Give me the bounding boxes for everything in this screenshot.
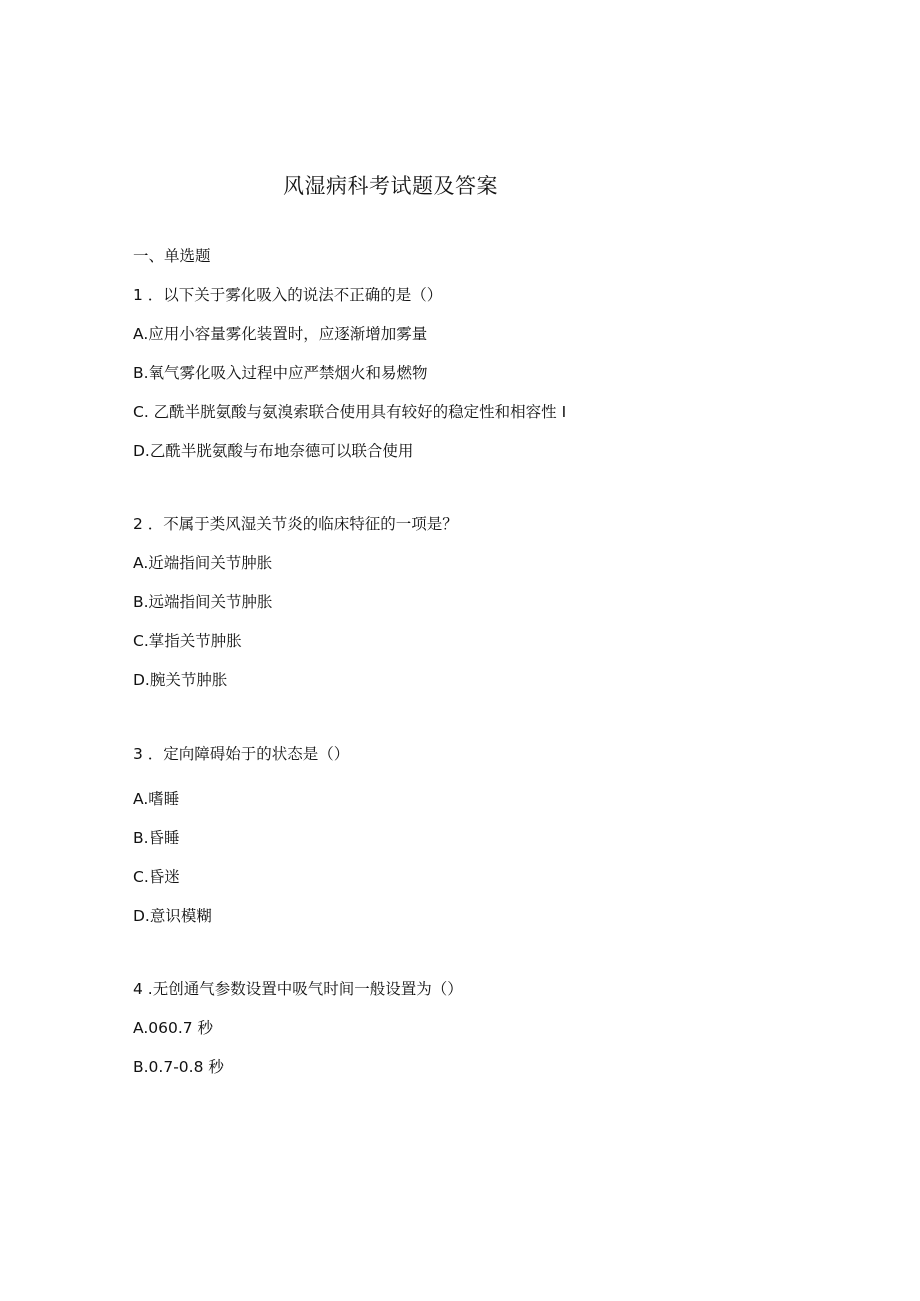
- option-d: D.乙酰半胱氨酸与布地奈德可以联合使用: [133, 442, 414, 460]
- option-d: D.腕关节肿胀: [133, 671, 228, 689]
- section-heading: 一、单选题: [133, 247, 211, 265]
- option-c: C.掌指关节肿胀: [133, 632, 242, 650]
- option-d: D.意识模糊: [133, 907, 212, 925]
- option-a: A.近端指间关节肿胀: [133, 554, 273, 572]
- question-stem: 1 ．以下关于雾化吸入的说法不正确的是（）: [133, 286, 443, 304]
- page-title: 风湿病科考试题及答案: [283, 174, 498, 198]
- option-b: B.氧气雾化吸入过程中应严禁烟火和易燃物: [133, 364, 428, 382]
- option-b: B.远端指间关节肿胀: [133, 593, 273, 611]
- option-c: C. 乙酰半胱氨酸与氨溴索联合使用具有较好的稳定性和相容性 I: [133, 403, 567, 421]
- option-b: B.昏睡: [133, 829, 180, 847]
- question-stem: 2 ．不属于类风湿关节炎的临床特征的一项是？: [133, 515, 458, 533]
- question-stem: 4 .无创通气参数设置中吸气时间一般设置为（）: [133, 980, 463, 998]
- question-stem: 3 ．定向障碍始于的状态是（）: [133, 745, 350, 763]
- option-a: A.060.7 秒: [133, 1019, 214, 1037]
- option-c: C.昏迷: [133, 868, 180, 886]
- option-a: A.嗜睡: [133, 790, 180, 808]
- option-b: B.0.7-0.8 秒: [133, 1058, 224, 1076]
- option-a: A.应用小容量雾化装置时，应逐渐增加雾量: [133, 325, 428, 343]
